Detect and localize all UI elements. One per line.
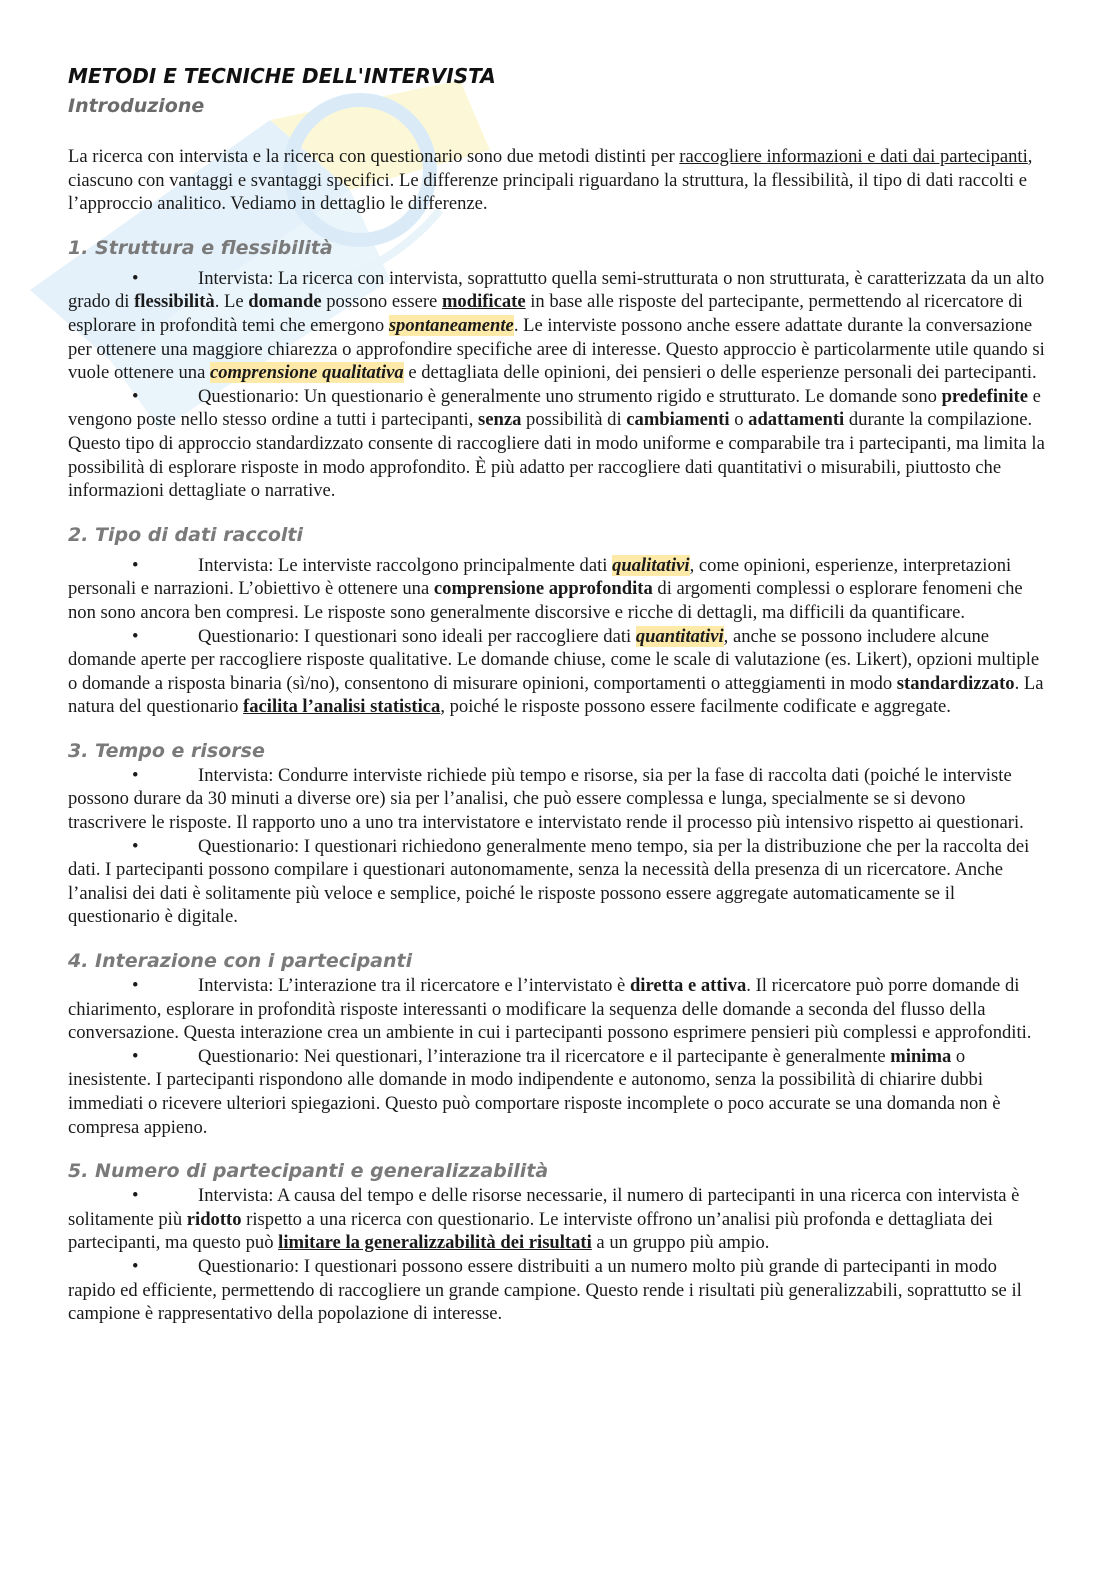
bold-underlined-text: facilita l’analisi statistica xyxy=(243,696,441,718)
bullet-icon: • xyxy=(132,1255,139,1277)
text-run: , ciascuno con vantaggi e svantaggi specifici. Le differenze principali riguardano la struttura, la flessibilità, il tipo di dati raccolti e l’approccio analitico. Vediamo in dettaglio le differenze. xyxy=(68,146,1033,215)
bold-text: senza xyxy=(478,409,522,431)
highlighted-text: spontaneamente xyxy=(388,314,514,336)
highlighted-text: comprensione qualitativa xyxy=(209,362,404,384)
bold-text: minima xyxy=(890,1045,952,1067)
section-heading-3: 3. Tempo e risorse xyxy=(68,739,265,762)
bullet-item-questionario: • Questionario: Un questionario è generalmente uno strumento rigido e strutturato. Le domande sono predefinite e vengono poste nello stesso ordine a tutti i partecipanti, senza possibilità di cambiamenti o adattamenti durante la compilazione. Questo tipo di approccio standardizzato consente di raccogliere dati in modo uniforme e comparabile tra i partecipanti, ma limita la possibilità di esplorare risposte in modo approfondito. È più adatto per raccogliere dati quantitativi o misurabili, piuttosto che informazioni dettagliate o narrative. xyxy=(68,385,1045,502)
underlined-text: raccogliere informazioni e dati dai partecipanti xyxy=(679,146,1028,167)
bullet-item-intervista: • Intervista: Le interviste raccolgono principalmente dati qualitativi, come opinioni, esperienze, interpretazioni personali e narrazioni. L’obiettivo è ottenere una comprensione approfondita di argomenti complessi o esplorare fenomeni che non sono ancora ben compresi. Le risposte sono generalmente discorsive e ricche di dettagli, ma difficili da quantificare. xyxy=(68,554,1023,623)
highlighted-text: quantitativi xyxy=(635,625,724,647)
bullet-item-intervista: • Intervista: La ricerca con intervista, soprattutto quella semi-strutturata o non strutturata, è caratterizzata da un alto grado di flessibilità. Le domande possono essere modificate in base alle risposte del partecipante, permettendo al ricercatore di esplorare in profondità temi che emergono spontaneamente. Le interviste possono anche essere adattate durante la conversazione per ottenere una maggiore chiarezza o approfondire specifiche aree di interesse. Questo approccio è particolarmente utile quando si vuole ottenere una comprensione qualitativa e dettagliata delle opinioni, dei pensieri o delle esperienze personali dei partecipanti. xyxy=(68,267,1045,384)
bold-text: adattamenti xyxy=(748,409,845,431)
bullet-icon: • xyxy=(132,764,139,786)
bullet-item-questionario: • Questionario: I questionari possono essere distribuiti a un numero molto più grande di partecipanti in modo rapido ed efficiente, permettendo di raccogliere un grande campione. Questo rende i risultati più generalizzabili, soprattutto se il campione è rappresentativo della popolazione di interesse. xyxy=(68,1255,1022,1325)
document-title: METODI E TECNICHE DELL'INTERVISTA xyxy=(68,64,496,88)
bold-text: cambiamenti xyxy=(626,409,730,431)
bullet-item-questionario: • Questionario: I questionari sono ideali per raccogliere dati quantitativi, anche se possono includere alcune domande aperte per raccogliere risposte qualitative. Le domande chiuse, come le scale di valutazione (es. Likert), opzioni multiple o domande a risposta binaria (sì/no), consentono di misurare opinioni, comportamenti o atteggiamenti in modo standardizzato. La natura del questionario facilita l’analisi statistica, poiché le risposte possono essere facilmente codificate e aggregate. xyxy=(68,625,1044,718)
bullet-icon: • xyxy=(132,835,139,857)
bold-text: predefinite xyxy=(941,385,1028,407)
bold-text: domande xyxy=(248,291,322,313)
bullet-icon: • xyxy=(132,975,139,997)
section-heading-5: 5. Numero di partecipanti e generalizzabilità xyxy=(68,1160,549,1183)
bullet-icon: • xyxy=(132,625,139,647)
section-heading-2: 2. Tipo di dati raccolti xyxy=(68,523,304,546)
bold-text: diretta e attiva xyxy=(629,975,747,997)
section-heading-1: 1. Struttura e flessibilità xyxy=(68,236,333,259)
intro-paragraph xyxy=(68,145,1046,216)
bullet-item-questionario: • Questionario: Nei questionari, l’interazione tra il ricercatore e il partecipante è generalmente minima o inesistente. I partecipanti rispondono alle domande in modo indipendente e autonomo, senza la possibilità di chiarire dubbi immediati o ricevere ulteriori spiegazioni. Questo può comportare risposte incomplete o poco accurate se una domanda non è compresa appieno. xyxy=(68,1045,1001,1138)
bold-underlined-text: modificate xyxy=(441,291,526,313)
bold-text: comprensione approfondita xyxy=(433,578,653,600)
section-heading-4: 4. Interazione con i partecipanti xyxy=(68,950,413,973)
bullet-icon: • xyxy=(132,1185,139,1207)
bullet-item-questionario: • Questionario: I questionari richiedono generalmente meno tempo, sia per la distribuzione che per la raccolta dei dati. I partecipanti possono compilare i questionari autonomamente, senza la necessità della presenza di un ricercatore. Anche l’analisi dei dati è solitamente più veloce e semplice, poiché le risposte possono essere aggregate automaticamente se il questionario è digitale. xyxy=(68,835,1030,928)
bold-text: standardizzato xyxy=(896,672,1015,694)
bold-text: ridotto xyxy=(186,1208,242,1230)
bold-underlined-text: limitare la generalizzabilità dei risultati xyxy=(278,1232,592,1254)
bullet-item-intervista: • Intervista: A causa del tempo e delle risorse necessarie, il numero di partecipanti in una ricerca con intervista è solitamente più ridotto rispetto a una ricerca con questionario. Le interviste offrono un’analisi più profonda e dettagliata dei partecipanti, ma questo può limitare la generalizzabilità dei risultati a un gruppo più ampio. xyxy=(68,1185,1020,1254)
bullet-item-intervista: • Intervista: Condurre interviste richiede più tempo e risorse, sia per la fase di raccolta dati (poiché le interviste possono durare da 30 minuti a diverse ore) sia per l’analisi, che può essere complessa e lunga, specialmente se si devono trascrivere le risposte. Il rapporto uno a uno tra intervistatore e intervistato rende il processo più intensivo rispetto ai questionari. xyxy=(68,764,1024,834)
highlighted-text: qualitativi xyxy=(612,554,690,576)
bullet-icon: • xyxy=(132,554,139,576)
bullet-icon: • xyxy=(132,385,139,407)
text-run: La ricerca con intervista e la ricerca con questionario sono due metodi distinti per xyxy=(68,146,680,167)
bullet-icon: • xyxy=(132,1045,139,1067)
bullet-item-intervista: • Intervista: L’interazione tra il ricercatore e l’intervistato è diretta e attiva. Il ricercatore può porre domande di chiarimento, esplorare in profondità risposte interessanti o modificare la sequenza delle domande a seconda del flusso della conversazione. Questa interazione crea un ambiente in cui i partecipanti possono esprimere pensieri più complessi e approfonditi. xyxy=(68,975,1032,1044)
bold-text: flessibilità xyxy=(134,291,215,313)
document-subtitle: Introduzione xyxy=(68,95,205,117)
bullet-icon: • xyxy=(132,267,139,289)
